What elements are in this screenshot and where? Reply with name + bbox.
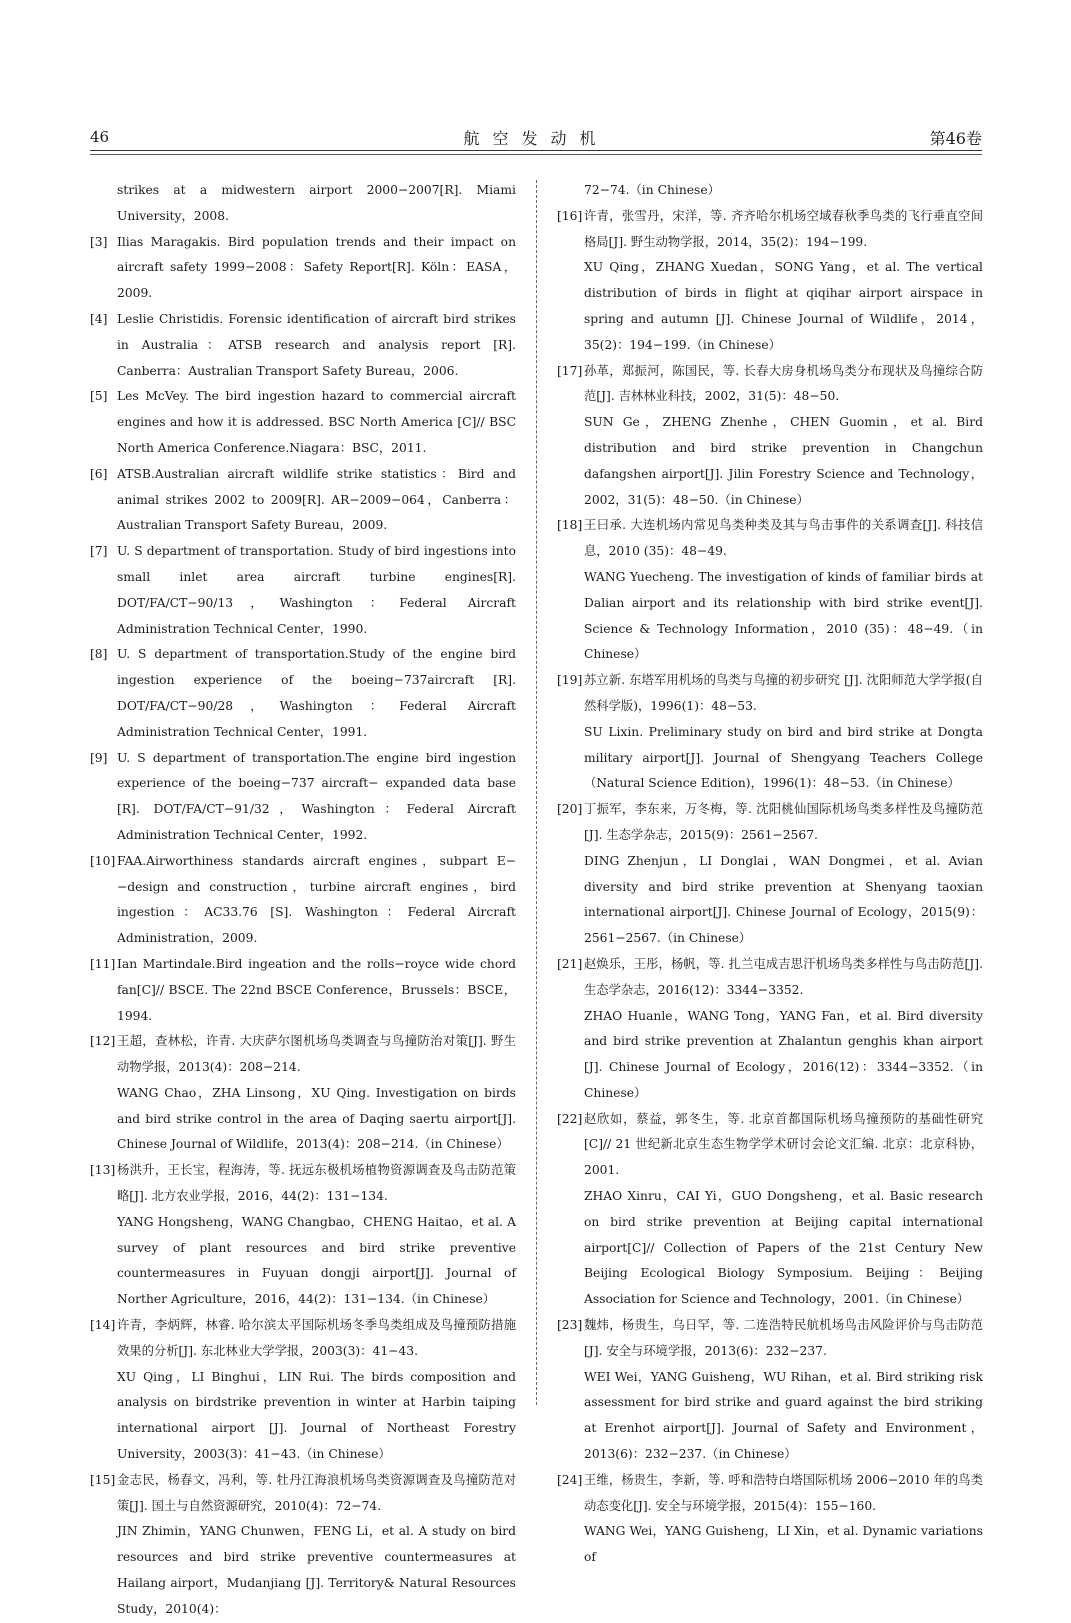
reference-entry (90, 384, 516, 461)
reference-entry (90, 1158, 516, 1313)
reference-text: 金志民，杨春文，冯利，等. 牡丹江海浪机场鸟类资源调查及鸟撞防范对策[J]. 国土与自然资源研究，2010(4)：72−74. (117, 1472, 516, 1513)
reference-number: [20] (557, 802, 583, 817)
reference-number: [19] (557, 673, 583, 688)
reference-entry (90, 307, 516, 384)
reference-translation: XU Qing，LI Binghui，LIN Rui. The birds composition and analysis on birdstrike prevention in winter at Harbin taiping international airport [J]. Journal of Northeast Forestry University，2003(3)：41−43.（in Chinese） (117, 1369, 516, 1462)
journal-title: 航空发动机 (463, 129, 609, 148)
reference-number: [21] (557, 956, 583, 971)
reference-text: U. S department of transportation. Study of bird ingestions into small inlet area aircraft turbine engines[R]. DOT/FA/CT−90/13，Washington：Federal Aircraft Administration Technical Center，1990. (117, 544, 516, 636)
reference-number: [10] (90, 853, 116, 868)
reference-number: [8] (90, 647, 108, 662)
reference-text: Leslie Christidis. Forensic identification of aircraft bird strikes in Australia：ATSB research and analysis report [R]. Canberra：Australian Transport Safety Bureau，2006. (117, 311, 516, 378)
reference-entry (557, 513, 983, 668)
header-rule-thin (90, 154, 982, 155)
reference-entry (90, 230, 516, 307)
reference-text: ATSB.Australian aircraft wildlife strike statistics：Bird and animal strikes 2002 to 2009[R]. AR−2009−064，Canberra：Australian Transport Safety Bureau，2009. (117, 466, 516, 533)
reference-number: [17] (557, 363, 583, 378)
reference-number: [4] (90, 311, 108, 326)
reference-text: Les McVey. The bird ingestion hazard to commercial aircraft engines and how it is addressed. BSC North America [C]// BSC North America Conference.Niagara：BSC，2011. (117, 389, 516, 455)
reference-number: [15] (90, 1472, 116, 1487)
reference-text: U. S department of transportation.Study of the engine bird ingestion experience of the boeing−737aircraft [R]. DOT/FA/CT−90/28，Washington：Federal Aircraft Administration Technical Center，1991. (117, 647, 516, 739)
reference-entry (557, 668, 983, 797)
reference-text: 孙革，郑振河，陈国民，等. 长春大房身机场鸟类分布现状及鸟撞综合防范[J]. 吉林林业科技，2002，31(5)：48−50. (584, 363, 983, 404)
reference-translation: WEI Wei，YANG Guisheng，WU Rihan，et al. Bird striking risk assessment for bird strike and guard against the bird striking at Erenhot airport[J]. Journal of Safety and Environment，2013(6)：232−237.（in Chinese） (584, 1369, 983, 1462)
reference-text: 王超，查林松，许青. 大庆萨尔图机场鸟类调查与鸟撞防治对策[J]. 野生动物学报，2013(4)：208−214. (117, 1034, 516, 1075)
reference-text: 许青，张雪丹，宋洋，等. 齐齐哈尔机场空域春秋季鸟类的飞行垂直空间格局[J]. 野生动物学报，2014，35(2)：194−199. (584, 208, 983, 249)
reference-text: 王维，杨贵生，李新，等. 呼和浩特白塔国际机场 2006−2010 年的鸟类动态变化[J]. 安全与环境学报，2015(4)：155−160. (584, 1472, 983, 1513)
reference-translation: YANG Hongsheng，WANG Changbao，CHENG Haitao，et al. A survey of plant resources and bird strike preventive countermeasures in Fuyuan dongji airport[J]. Journal of Norther Agriculture，2016，44(2)：131−134.（in Chinese） (117, 1214, 516, 1307)
reference-number: [23] (557, 1318, 583, 1333)
reference-number: [18] (557, 518, 583, 533)
reference-translation: ZHAO Xinru，CAI Yi，GUO Dongsheng，et al. Basic research on bird strike prevention at Beijing capital international airport[C]// Collection of Papers of the 21st Century New Beijing Ecological Biology Symposium. Beijing：Beijing Association for Science and Technology，2001.（in Chinese） (584, 1189, 983, 1307)
reference-entry (90, 462, 516, 539)
running-header (90, 124, 982, 156)
reference-number: [9] (90, 750, 108, 765)
reference-entry (557, 359, 983, 514)
reference-entry (557, 1107, 983, 1313)
reference-number: [6] (90, 466, 108, 481)
reference-entry (557, 178, 983, 204)
reference-text: 赵焕乐，王彤，杨帆，等. 扎兰屯成吉思汗机场鸟类多样性与鸟击防范[J]. 生态学杂志，2016(12)：3344−3352. (584, 956, 983, 997)
reference-text: FAA.Airworthiness standards aircraft engines，subpart E−−design and construction，turbine aircraft engines，bird ingestion：AC33.76 [S]. Washington：Federal Aircraft Administration，2009. (117, 853, 516, 946)
reference-text: U. S department of transportation.The engine bird ingestion experience of the boeing−737 aircraft− expanded data base [R]. DOT/FA/CT−91/32，Washington：Federal Aircraft Administration Technical Center，1992. (117, 750, 516, 842)
reference-entry (90, 746, 516, 849)
reference-entry (557, 1468, 983, 1571)
reference-translation: SU Lixin. Preliminary study on bird and bird strike at Dongta military airport[J]. Journal of Shengyang Teachers College（Natural Science Edition)，1996(1)：48−53.（in Chinese） (584, 724, 983, 791)
reference-number: [5] (90, 389, 108, 404)
reference-text: 苏立新. 东塔军用机场的鸟类与鸟撞的初步研究 [J]. 沈阳师范大学学报(自然科学版)，1996(1)：48−53. (584, 673, 983, 713)
reference-entry (90, 1468, 516, 1623)
reference-number: [24] (557, 1472, 583, 1487)
reference-number: [16] (557, 208, 583, 223)
column-separator (536, 180, 537, 1405)
reference-translation: SUN Ge，ZHENG Zhenhe，CHEN Guomin，et al. Bird distribution and bird strike prevention in Changchun dafangshen airport[J]. Jilin Forestry Science and Technology，2002，31(5)：48−50.（in Chinese） (584, 415, 983, 507)
reference-entry (90, 178, 516, 230)
reference-text: 赵欣如，蔡益，郭冬生，等. 北京首都国际机场鸟撞预防的基础性研究 [C]// 21 世纪新北京生态生物学学术研讨会论文汇编. 北京：北京科协，2001. (584, 1111, 983, 1178)
reference-entry (557, 204, 983, 359)
reference-entry (90, 952, 516, 1029)
reference-text: 魏炜，杨贵生，乌日罕，等. 二连浩特民航机场鸟击风险评价与鸟击防范[J]. 安全与环境学报，2013(6)：232−237. (584, 1318, 983, 1358)
reference-number: [13] (90, 1163, 116, 1178)
reference-number: [7] (90, 544, 108, 559)
reference-text: Ilias Maragakis. Bird population trends and their impact on aircraft safety 1999−2008：Safety Report[R]. Köln：EASA，2009. (117, 234, 516, 301)
reference-translation: DING Zhenjun，LI Donglai，WAN Dongmei，et al. Avian diversity and bird strike prevention at Shenyang taoxian international airport[J]. Chinese Journal of Ecology，2015(9)：2561−2567.（in Chinese） (584, 853, 983, 946)
page-number: 46 (90, 128, 110, 146)
reference-translation: JIN Zhimin，YANG Chunwen，FENG Li，et al. A study on bird resources and bird strike preventive countermeasures at Hailang airport，Mudanjiang [J]. Territory& Natural Resources Study，2010(4)： (117, 1524, 516, 1616)
reference-entry (90, 849, 516, 952)
reference-number: [11] (90, 956, 116, 971)
reference-text: 丁振军，李东来，万冬梅，等. 沈阳桃仙国际机场鸟类多样性及鸟撞防范[J]. 生态学杂志，2015(9)：2561−2567. (584, 802, 983, 842)
reference-translation: WANG Yuecheng. The investigation of kinds of familiar birds at Dalian airport and its relationship with bird strike event[J]. Science & Technology Information，2010 (35)：48−49.（in Chinese） (584, 569, 983, 662)
reference-entry (90, 1029, 516, 1158)
reference-text: 72−74.（in Chinese） (584, 183, 720, 197)
reference-entry (90, 642, 516, 745)
reference-translation: WANG Wei，YANG Guisheng，LI Xin，et al. Dynamic variations of (584, 1524, 983, 1565)
reference-number: [12] (90, 1034, 116, 1049)
left-column (90, 178, 516, 1623)
reference-translation: WANG Chao，ZHA Linsong，XU Qing. Investigation on birds and bird strike control in the area of Daqing saertu airport[J]. Chinese Journal of Wildlife，2013(4)：208−214.（in Chinese） (117, 1085, 516, 1152)
reference-entry (557, 952, 983, 1107)
reference-translation: XU Qing，ZHANG Xuedan，SONG Yang，et al. The vertical distribution of birds in flight at qiqihar airport airspace in spring and autumn [J]. Chinese Journal of Wildlife，2014，35(2)：194−199.（in Chinese） (584, 260, 983, 352)
reference-entry (557, 1313, 983, 1468)
reference-entry (557, 797, 983, 952)
reference-text: Ian Martindale.Bird ingeation and the rolls−royce wide chord fan[C]// BSCE. The 22nd BSCE Conference，Brussels：BSCE，1994. (117, 956, 516, 1023)
reference-number: [14] (90, 1318, 116, 1333)
reference-text: 许青，李炳辉，林睿. 哈尔滨太平国际机场冬季鸟类组成及鸟撞预防措施效果的分析[J]. 东北林业大学学报，2003(3)：41−43. (117, 1318, 516, 1358)
reference-entry (90, 1313, 516, 1468)
reference-number: [22] (557, 1111, 583, 1126)
reference-translation: ZHAO Huanle，WANG Tong，YANG Fan，et al. Bird diversity and bird strike prevention at Zhalantun genghis khan airport [J]. Chinese Journal of Ecology，2016(12)：3344−3352.（in Chinese） (584, 1008, 983, 1100)
reference-entry (90, 539, 516, 642)
header-rule-thick (90, 150, 982, 151)
reference-text: 王曰承. 大连机场内常见鸟类种类及其与鸟击事件的关系调查[J]. 科技信息，2010 (35)：48−49. (584, 518, 983, 559)
reference-text: strikes at a midwestern airport 2000−2007[R]. Miami University，2008. (117, 183, 516, 223)
right-column (557, 178, 983, 1571)
volume-label: 第46卷 (929, 129, 982, 148)
reference-number: [3] (90, 234, 108, 249)
reference-text: 杨洪升，王长宝，程海涛，等. 抚远东极机场植物资源调查及鸟击防范策略[J]. 北方农业学报，2016，44(2)：131−134. (117, 1163, 516, 1204)
